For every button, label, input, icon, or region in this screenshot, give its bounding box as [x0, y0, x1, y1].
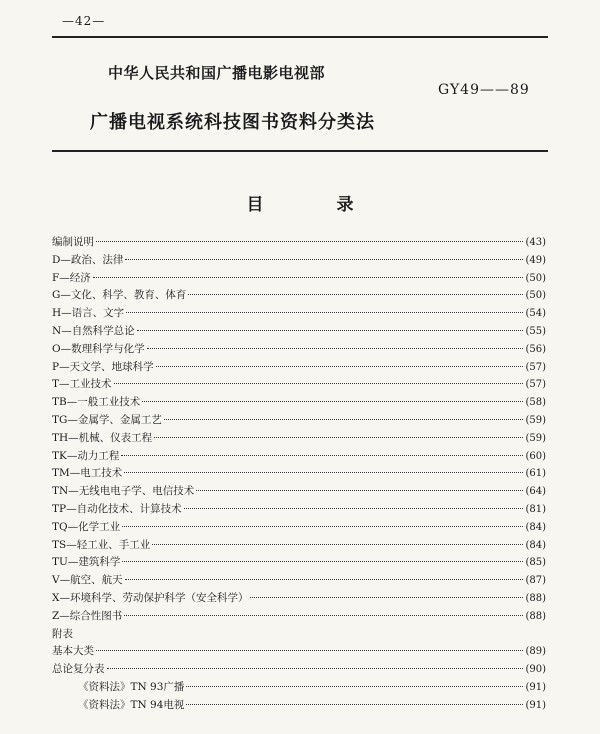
ministry-name: 中华人民共和国广播电影电视部	[108, 64, 326, 82]
dot-leader	[126, 312, 523, 313]
toc-entry	[52, 323, 546, 341]
dot-leader	[188, 294, 523, 295]
toc-entry-page: (57)	[525, 361, 546, 373]
toc-entry	[52, 430, 546, 448]
toc-entry-page: (59)	[525, 414, 546, 426]
toc-entry-label: G—文化、科学、教育、体育	[52, 289, 187, 302]
toc-entry	[52, 590, 546, 608]
toc-entry-label: TB—一般工业技术	[52, 396, 141, 409]
dot-leader	[196, 490, 523, 491]
toc-entry-page: (61)	[525, 468, 546, 480]
toc-entry	[52, 572, 546, 590]
toc-entry-label: 基本大类	[52, 645, 94, 658]
toc-entry-label: F—经济	[52, 271, 91, 284]
toc-entry	[52, 341, 546, 359]
toc-entry-page: (64)	[525, 486, 546, 498]
toc-entry-page: (91)	[525, 699, 546, 711]
toc-entry-page: (43)	[525, 237, 546, 248]
toc-entry	[52, 643, 546, 661]
toc-entry-label: H—语言、文字	[52, 307, 125, 320]
toc-entry-page: (87)	[525, 575, 546, 587]
toc-entry	[52, 465, 546, 483]
toc-entry-page: (91)	[525, 681, 546, 693]
table-of-contents	[52, 234, 546, 715]
toc-entry	[52, 661, 546, 679]
dot-leader	[147, 348, 524, 349]
dot-leader	[152, 544, 523, 545]
toc-entry	[52, 234, 546, 252]
toc-entry-label: TG—金属学、金属工艺	[52, 413, 162, 426]
toc-entry	[52, 483, 546, 501]
toc-entry	[52, 537, 546, 555]
document-title: 广播电视系统科技图书资料分类法	[90, 112, 375, 133]
dot-leader	[107, 668, 524, 669]
toc-entry-page: (58)	[525, 397, 546, 409]
top-rule	[52, 36, 548, 38]
toc-entry	[52, 519, 546, 537]
dot-leader	[96, 650, 523, 651]
toc-entry	[52, 412, 546, 430]
toc-entry	[52, 501, 546, 519]
toc-entry-page: (88)	[525, 592, 546, 604]
toc-entry-page: (81)	[525, 503, 546, 515]
toc-entry-label: TQ—化学工业	[52, 520, 121, 533]
toc-entry-label: TS—轻工业、手工业	[52, 538, 151, 551]
toc-entry-label: TU—建筑科学	[52, 556, 121, 569]
dot-leader	[250, 597, 523, 598]
toc-entry	[52, 359, 546, 377]
dot-leader	[137, 330, 524, 331]
toc-entry	[52, 376, 546, 394]
toc-entry	[52, 305, 546, 323]
toc-heading: 目 录	[246, 195, 382, 215]
toc-entry-label: N—自然科学总论	[52, 324, 135, 337]
toc-entry-page: (84)	[525, 539, 546, 551]
toc-entry-label: D—政治、法律	[52, 253, 124, 266]
toc-entry-label: Z—综合性图书	[52, 609, 123, 622]
toc-entry	[52, 394, 546, 412]
dot-leader	[93, 277, 524, 278]
toc-entry	[52, 697, 546, 715]
dot-leader	[125, 579, 524, 580]
toc-entry	[52, 287, 546, 305]
dot-leader	[186, 686, 523, 687]
toc-entry-label: TP—自动化技术、计算技术	[52, 502, 182, 515]
toc-entry-page: (57)	[525, 379, 546, 391]
toc-entry	[52, 448, 546, 466]
toc-entry	[52, 554, 546, 572]
dot-leader	[154, 437, 523, 438]
dot-leader	[124, 615, 523, 616]
toc-entry-label: O—数理科学与化学	[52, 342, 145, 355]
toc-entry-label: T—工业技术	[52, 378, 112, 391]
toc-entry	[52, 270, 546, 288]
toc-entry-page: (89)	[525, 646, 546, 658]
page-number: —42—	[62, 14, 106, 28]
toc-entry	[52, 608, 546, 626]
toc-entry-label: 总论复分表	[52, 663, 105, 676]
dot-leader	[142, 401, 523, 402]
dot-leader	[156, 366, 524, 367]
toc-entry-label: TH—机械、仪表工程	[52, 431, 153, 444]
toc-entry-label: TM—电工技术	[52, 467, 123, 480]
toc-entry-page: (55)	[525, 325, 546, 337]
dot-leader	[96, 241, 523, 242]
dot-leader	[114, 383, 524, 384]
toc-entry-page: (60)	[525, 450, 546, 462]
toc-entry-page: (85)	[525, 557, 546, 569]
dot-leader	[125, 259, 523, 260]
toc-entry-page: (49)	[525, 254, 546, 266]
toc-entry-label: V—航空、航天	[52, 574, 123, 587]
toc-entry-label: P—天文学、地球科学	[52, 360, 154, 373]
dot-leader	[164, 419, 524, 420]
dot-leader	[184, 508, 524, 509]
toc-entry	[52, 252, 546, 270]
dot-leader	[122, 526, 523, 527]
toc-entry	[52, 679, 546, 697]
toc-entry-label: TN—无线电电子学、电信技术	[52, 485, 195, 498]
appendix-label: 附表	[52, 627, 73, 640]
toc-entry-label: 编制说明	[52, 236, 94, 248]
toc-entry-page: (88)	[525, 610, 546, 622]
toc-entry-label: X—环境科学、劳动保护科学（安全科学）	[52, 591, 249, 604]
toc-entry-page: (50)	[525, 290, 546, 302]
toc-entry-page: (50)	[525, 272, 546, 284]
dot-leader	[186, 704, 523, 705]
toc-entry-page: (54)	[525, 308, 546, 320]
dot-leader	[122, 561, 523, 562]
toc-entry-label: 《资料法》TN 94电视	[78, 698, 185, 711]
toc-entry-label: TK—动力工程	[52, 449, 120, 462]
standard-code: GY49——89	[438, 82, 530, 98]
toc-entry-page: (59)	[525, 432, 546, 444]
toc-entry-label: 《资料法》TN 93广播	[78, 680, 185, 693]
dot-leader	[121, 455, 523, 456]
toc-entry-page: (84)	[525, 521, 546, 533]
toc-entry-page: (56)	[525, 343, 546, 355]
dot-leader	[124, 472, 523, 473]
header-rule	[52, 150, 548, 152]
toc-entry-page: (90)	[525, 664, 546, 676]
